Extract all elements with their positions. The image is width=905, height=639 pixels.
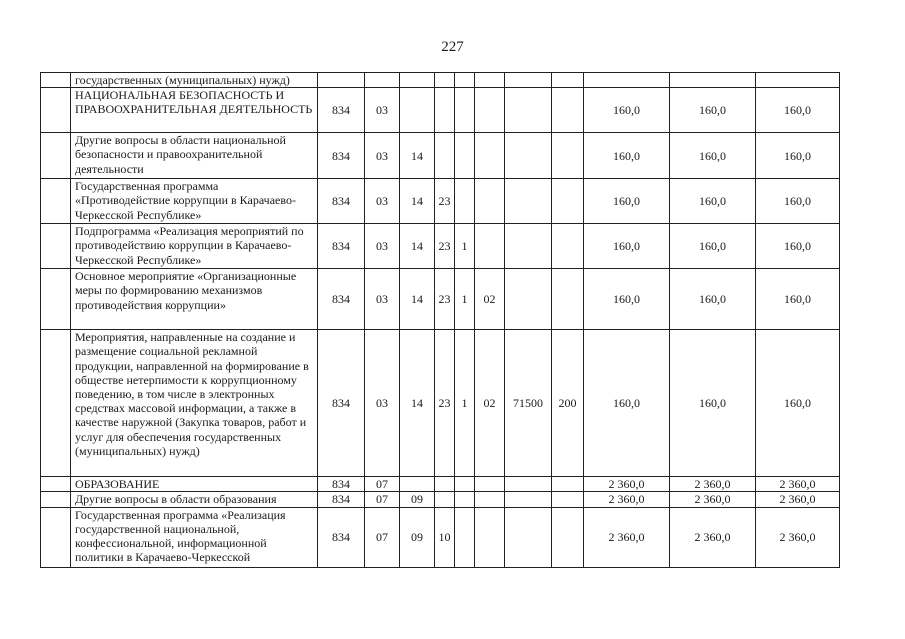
code-section: 03 (365, 179, 400, 224)
code-direction (505, 73, 552, 88)
table-row (41, 330, 840, 477)
code-event (475, 88, 505, 133)
code-ministry (318, 73, 365, 88)
amount-year-3: 2 360,0 (756, 477, 840, 492)
amount-year-2 (670, 73, 756, 88)
amount-year-2: 160,0 (670, 224, 756, 269)
code-program (435, 477, 455, 492)
table-row (41, 73, 840, 88)
indent-cell (41, 330, 71, 477)
code-expense-type (552, 269, 584, 330)
code-program (435, 492, 455, 507)
code-event (475, 507, 505, 567)
code-subprogram: 1 (455, 269, 475, 330)
amount-year-2: 2 360,0 (670, 507, 756, 567)
row-name: Государственная программа «Противодействие коррупции в Карачаево-Черкесской Республике» (71, 179, 318, 224)
row-name: Другие вопросы в области образования (71, 492, 318, 507)
row-name: Другие вопросы в области национальной безопасности и правоохранительной деятельности (71, 133, 318, 179)
amount-year-3: 160,0 (756, 330, 840, 477)
code-subsection: 09 (400, 507, 435, 567)
code-subprogram (455, 477, 475, 492)
indent-cell (41, 269, 71, 330)
code-subprogram (455, 492, 475, 507)
amount-year-1: 2 360,0 (584, 492, 670, 507)
code-section: 03 (365, 133, 400, 179)
amount-year-1: 160,0 (584, 179, 670, 224)
amount-year-1 (584, 73, 670, 88)
code-subsection: 14 (400, 330, 435, 477)
row-name: Основное мероприятие «Организационные меры по формированию механизмов противодействия коррупции» (71, 269, 318, 330)
code-direction (505, 507, 552, 567)
code-ministry: 834 (318, 477, 365, 492)
code-section: 07 (365, 477, 400, 492)
code-section (365, 73, 400, 88)
code-expense-type (552, 179, 584, 224)
code-section: 03 (365, 269, 400, 330)
table-row (41, 88, 840, 133)
code-subsection: 14 (400, 133, 435, 179)
code-subprogram (455, 133, 475, 179)
indent-cell (41, 88, 71, 133)
table-row (41, 492, 840, 507)
code-ministry: 834 (318, 507, 365, 567)
code-direction (505, 88, 552, 133)
code-section: 07 (365, 507, 400, 567)
code-program: 23 (435, 330, 455, 477)
code-section: 03 (365, 330, 400, 477)
code-event (475, 133, 505, 179)
amount-year-2: 160,0 (670, 179, 756, 224)
row-name: Государственная программа «Реализация государственной национальной, конфессиональной, информационной политики в Карачаево-Черкесской (71, 507, 318, 567)
code-expense-type (552, 133, 584, 179)
code-subsection (400, 477, 435, 492)
amount-year-1: 160,0 (584, 88, 670, 133)
code-direction (505, 179, 552, 224)
code-program (435, 133, 455, 179)
code-program: 10 (435, 507, 455, 567)
amount-year-2: 160,0 (670, 330, 756, 477)
code-ministry: 834 (318, 269, 365, 330)
table-row (41, 477, 840, 492)
code-direction (505, 269, 552, 330)
amount-year-1: 2 360,0 (584, 507, 670, 567)
code-subsection: 09 (400, 492, 435, 507)
code-expense-type (552, 88, 584, 133)
row-name: Мероприятия, направленные на создание и размещение социальной рекламной продукции, направленной на формирование в обществе нетерпимости к коррупционному поведению, в том числе в электронных средствах массовой информации, а также в качестве наружной (Закупка товаров, работ и услуг для обеспечения государственных (муниципальных) нужд) (71, 330, 318, 477)
amount-year-3 (756, 73, 840, 88)
indent-cell (41, 224, 71, 269)
amount-year-1: 160,0 (584, 330, 670, 477)
code-subprogram (455, 88, 475, 133)
code-subsection (400, 88, 435, 133)
amount-year-3: 160,0 (756, 133, 840, 179)
code-subsection: 14 (400, 269, 435, 330)
code-program: 23 (435, 224, 455, 269)
code-event (475, 492, 505, 507)
code-program (435, 73, 455, 88)
row-name: НАЦИОНАЛЬНАЯ БЕЗОПАСНОСТЬ И ПРАВООХРАНИТЕЛЬНАЯ ДЕЯТЕЛЬНОСТЬ (71, 88, 318, 133)
code-expense-type (552, 507, 584, 567)
code-direction (505, 492, 552, 507)
amount-year-1: 160,0 (584, 269, 670, 330)
code-expense-type: 200 (552, 330, 584, 477)
code-section: 03 (365, 224, 400, 269)
amount-year-2: 160,0 (670, 133, 756, 179)
indent-cell (41, 507, 71, 567)
row-name: Подпрограмма «Реализация мероприятий по противодействию коррупции в Карачаево-Черкесской Республике» (71, 224, 318, 269)
indent-cell (41, 477, 71, 492)
code-ministry: 834 (318, 330, 365, 477)
code-ministry: 834 (318, 224, 365, 269)
code-ministry: 834 (318, 492, 365, 507)
table-row (41, 507, 840, 567)
indent-cell (41, 179, 71, 224)
amount-year-2: 160,0 (670, 269, 756, 330)
row-name: государственных (муниципальных) нужд) (71, 73, 318, 88)
code-subsection: 14 (400, 179, 435, 224)
code-expense-type (552, 73, 584, 88)
code-subprogram (455, 179, 475, 224)
code-program (435, 88, 455, 133)
indent-cell (41, 73, 71, 88)
code-subsection (400, 73, 435, 88)
amount-year-1: 2 360,0 (584, 477, 670, 492)
table-row (41, 269, 840, 330)
amount-year-3: 160,0 (756, 269, 840, 330)
code-direction (505, 224, 552, 269)
table-row (41, 224, 840, 269)
code-subprogram: 1 (455, 330, 475, 477)
code-direction (505, 477, 552, 492)
code-event (475, 224, 505, 269)
amount-year-1: 160,0 (584, 133, 670, 179)
code-ministry: 834 (318, 179, 365, 224)
code-subprogram: 1 (455, 224, 475, 269)
code-subprogram (455, 73, 475, 88)
code-event (475, 477, 505, 492)
amount-year-3: 160,0 (756, 179, 840, 224)
amount-year-3: 160,0 (756, 224, 840, 269)
code-program: 23 (435, 179, 455, 224)
code-section: 03 (365, 88, 400, 133)
table-body (41, 73, 840, 568)
amount-year-1: 160,0 (584, 224, 670, 269)
table-row (41, 179, 840, 224)
code-ministry: 834 (318, 133, 365, 179)
code-event (475, 179, 505, 224)
code-event (475, 73, 505, 88)
code-subprogram (455, 507, 475, 567)
code-ministry: 834 (318, 88, 365, 133)
code-expense-type (552, 492, 584, 507)
table-row (41, 133, 840, 179)
code-expense-type (552, 224, 584, 269)
amount-year-2: 2 360,0 (670, 492, 756, 507)
amount-year-2: 2 360,0 (670, 477, 756, 492)
code-direction: 71500 (505, 330, 552, 477)
code-expense-type (552, 477, 584, 492)
code-subsection: 14 (400, 224, 435, 269)
amount-year-3: 2 360,0 (756, 492, 840, 507)
row-name: ОБРАЗОВАНИЕ (71, 477, 318, 492)
page-number: 227 (441, 39, 464, 55)
indent-cell (41, 133, 71, 179)
amount-year-3: 2 360,0 (756, 507, 840, 567)
code-direction (505, 133, 552, 179)
amount-year-3: 160,0 (756, 88, 840, 133)
code-event: 02 (475, 330, 505, 477)
indent-cell (41, 492, 71, 507)
budget-table (40, 72, 840, 568)
code-program: 23 (435, 269, 455, 330)
code-event: 02 (475, 269, 505, 330)
code-section: 07 (365, 492, 400, 507)
amount-year-2: 160,0 (670, 88, 756, 133)
